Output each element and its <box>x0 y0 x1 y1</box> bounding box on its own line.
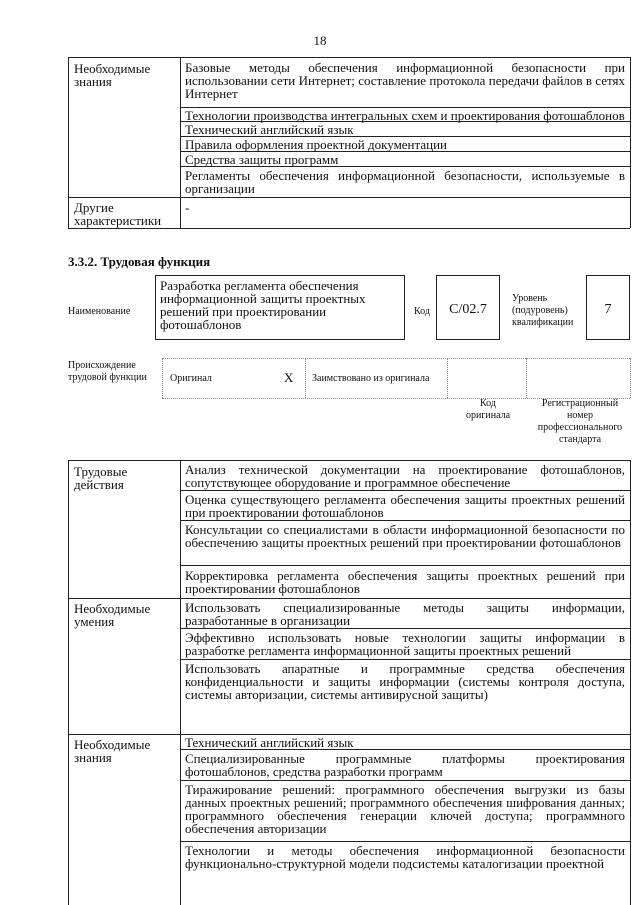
action-item: Оценка существующего регламента обеспечения защиты проектных решений при проектировании фотошаблонов <box>185 492 625 520</box>
skill-item: Эффективно использовать новые технологии защиты информации в разработке регламента информационной защиты проектных решений <box>185 630 625 658</box>
knowledge-item: Технический английский язык <box>185 735 354 750</box>
section-title: 3.3.2. Трудовая функция <box>68 254 211 269</box>
name-label: Наименование <box>68 306 131 317</box>
knowledge-item: Специализированные программные платформы проектирования фотошаблонов, средства разработки программ <box>185 751 625 779</box>
skill-item: Использовать апаратные и программные средства обеспечения конфиденциальности и защиты информации (системы контроля доступа, системы авторизации, системы антивирусной защиты) <box>185 661 625 702</box>
action-item: Консультации со специалистами в области информационной безопасности по обеспечению защиты проектных решений при проектировании фотошаблонов <box>185 522 625 550</box>
top-knowledge-label: Необходимые знания <box>74 61 151 89</box>
original-mark: X <box>284 370 294 385</box>
top-knowledge-item: Базовые методы обеспечения информационной безопасности при использовании сети Интернет; составление протокола передачи файлов в сетях Интернет <box>185 60 625 101</box>
knowledge-item: Технологии и методы обеспечения информационной безопасности функционально-структурной модели подсистемы каталогизации проектной <box>185 843 625 871</box>
top-knowledge-item: Технологии производства интегральных схем и проектирования фотошаблонов <box>185 108 625 123</box>
code-original-label: Код оригинала <box>465 398 511 421</box>
top-knowledge-item: Средства защиты программ <box>185 152 339 167</box>
action-item: Корректировка регламента обеспечения защиты проектных решений при проектировании фотошаблонов <box>185 568 625 596</box>
level-value: 7 <box>604 302 612 317</box>
other-characteristics-value: - <box>185 200 190 215</box>
name-value: Разработка регламента обеспечения информационной защиты проектных решений при проектировании фотошаблонов <box>160 278 366 332</box>
top-knowledge-item: Технический английский язык <box>185 122 354 137</box>
code-value: С/02.7 <box>449 302 487 317</box>
page-number: 18 <box>313 33 327 48</box>
origin-label: Происхождение трудовой функции <box>68 360 147 383</box>
code-label: Код <box>414 306 430 317</box>
knowledge-label: Необходимые знания <box>74 737 151 765</box>
top-knowledge-item: Регламенты обеспечения информационной безопасности, используемые в организации <box>185 168 625 196</box>
other-characteristics-label: Другие характеристики <box>74 200 162 228</box>
top-knowledge-item: Правила оформления проектной документации <box>185 137 447 152</box>
borrowed-label: Заимствовано из оригинала <box>312 373 430 384</box>
knowledge-item: Тиражирование решений: программного обеспечения выгрузки из базы данных проектных решений; программного обеспечения шифрования данных; программного обеспечения генерации ключей доступа; программного обеспечения авторизации <box>185 782 625 836</box>
original-label: Оригинал <box>170 373 212 384</box>
skill-item: Использовать специализированные методы защиты информации, разработанные в организации <box>185 600 625 628</box>
action-item: Анализ технической документации на проектирование фотошаблонов, сопутствующее оборудование и программное обеспечение <box>185 462 625 490</box>
skills-label: Необходимые умения <box>74 601 151 629</box>
level-label: Уровень (подуровень) квалификации <box>512 293 574 328</box>
actions-label: Трудовые действия <box>74 464 128 492</box>
reg-number-label: Регистрационный номер профессионального стандарта <box>537 398 623 445</box>
